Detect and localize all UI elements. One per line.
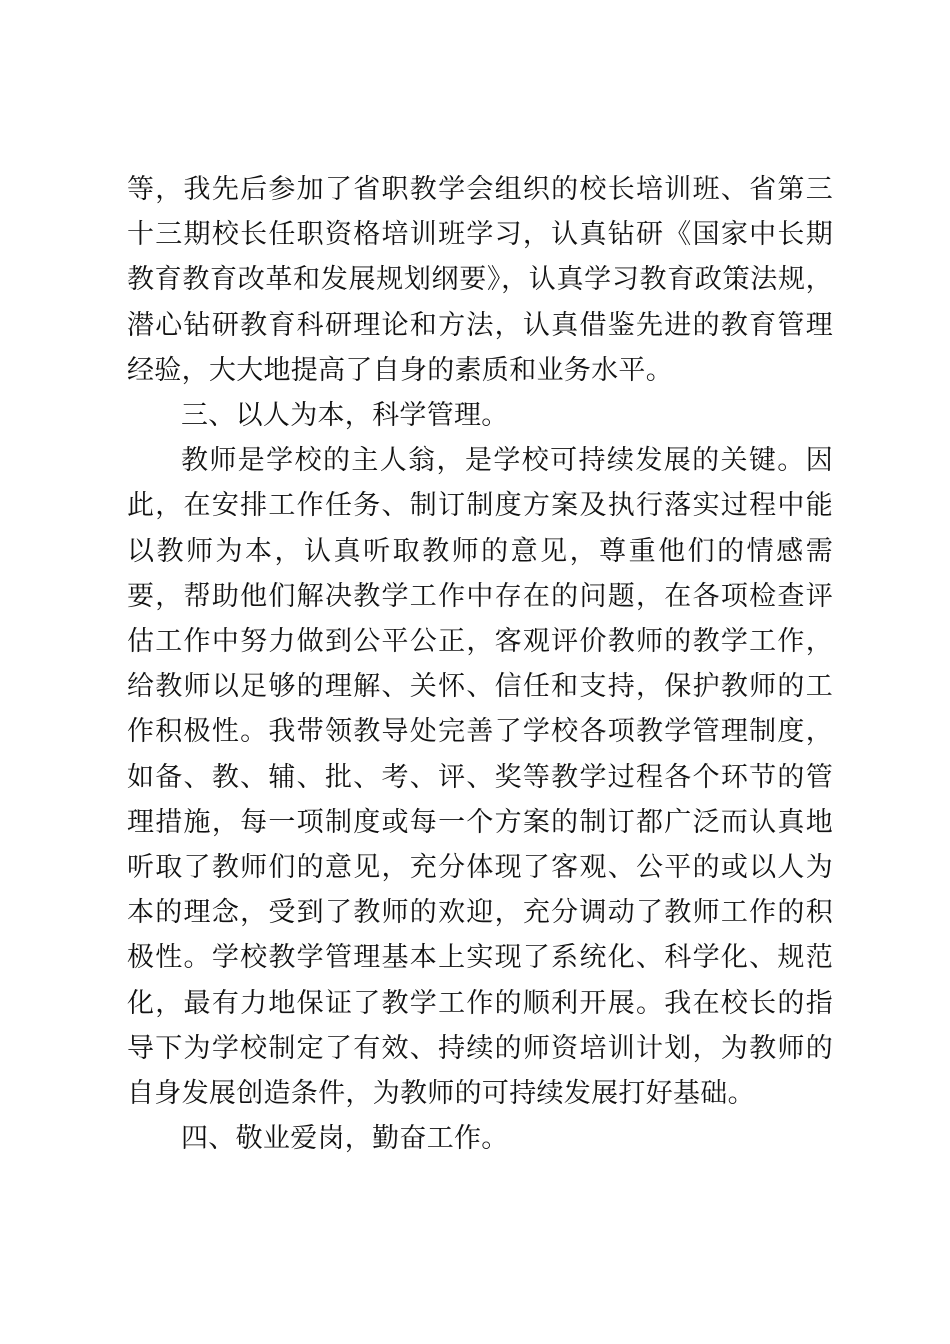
- paragraph-continuation: 等，我先后参加了省职教学会组织的校长培训班、省第三十三期校长任职资格培训班学习，认真钻研《国家中长期教育教育改革和发展规划纲要》，认真学习教育政策法规，潜心钻研教育科研理论和方法，认真借鉴先进的教育管理经验，大大地提高了自身的素质和业务水平。: [127, 174, 833, 386]
- section-heading-3: 三、以人为本，科学管理。: [181, 400, 509, 432]
- section-heading-4: 四、敬业爱岗，勤奋工作。: [181, 1123, 509, 1155]
- document-body: [127, 167, 833, 1161]
- paragraph-body: 教师是学校的主人翁，是学校可持续发展的关键。因此，在安排工作任务、制订制度方案及执行落实过程中能以教师为本，认真听取教师的意见，尊重他们的情感需要，帮助他们解决教学工作中存在的问题，在各项检查评估工作中努力做到公平公正，客观评价教师的教学工作，给教师以足够的理解、关怀、信任和支持，保护教师的工作积极性。我带领教导处完善了学校各项教学管理制度，如备、教、辅、批、考、评、奖等教学过程各个环节的管理措施，每一项制度或每一个方案的制订都广泛而认真地听取了教师们的意见，充分体现了客观、公平的或以人为本的理念，受到了教师的欢迎，充分调动了教师工作的积极性。学校教学管理基本上实现了系统化、科学化、规范化，最有力地保证了教学工作的顺利开展。我在校长的指导下为学校制定了有效、持续的师资培训计划，为教师的自身发展创造条件，为教师的可持续发展打好基础。: [127, 445, 833, 1110]
